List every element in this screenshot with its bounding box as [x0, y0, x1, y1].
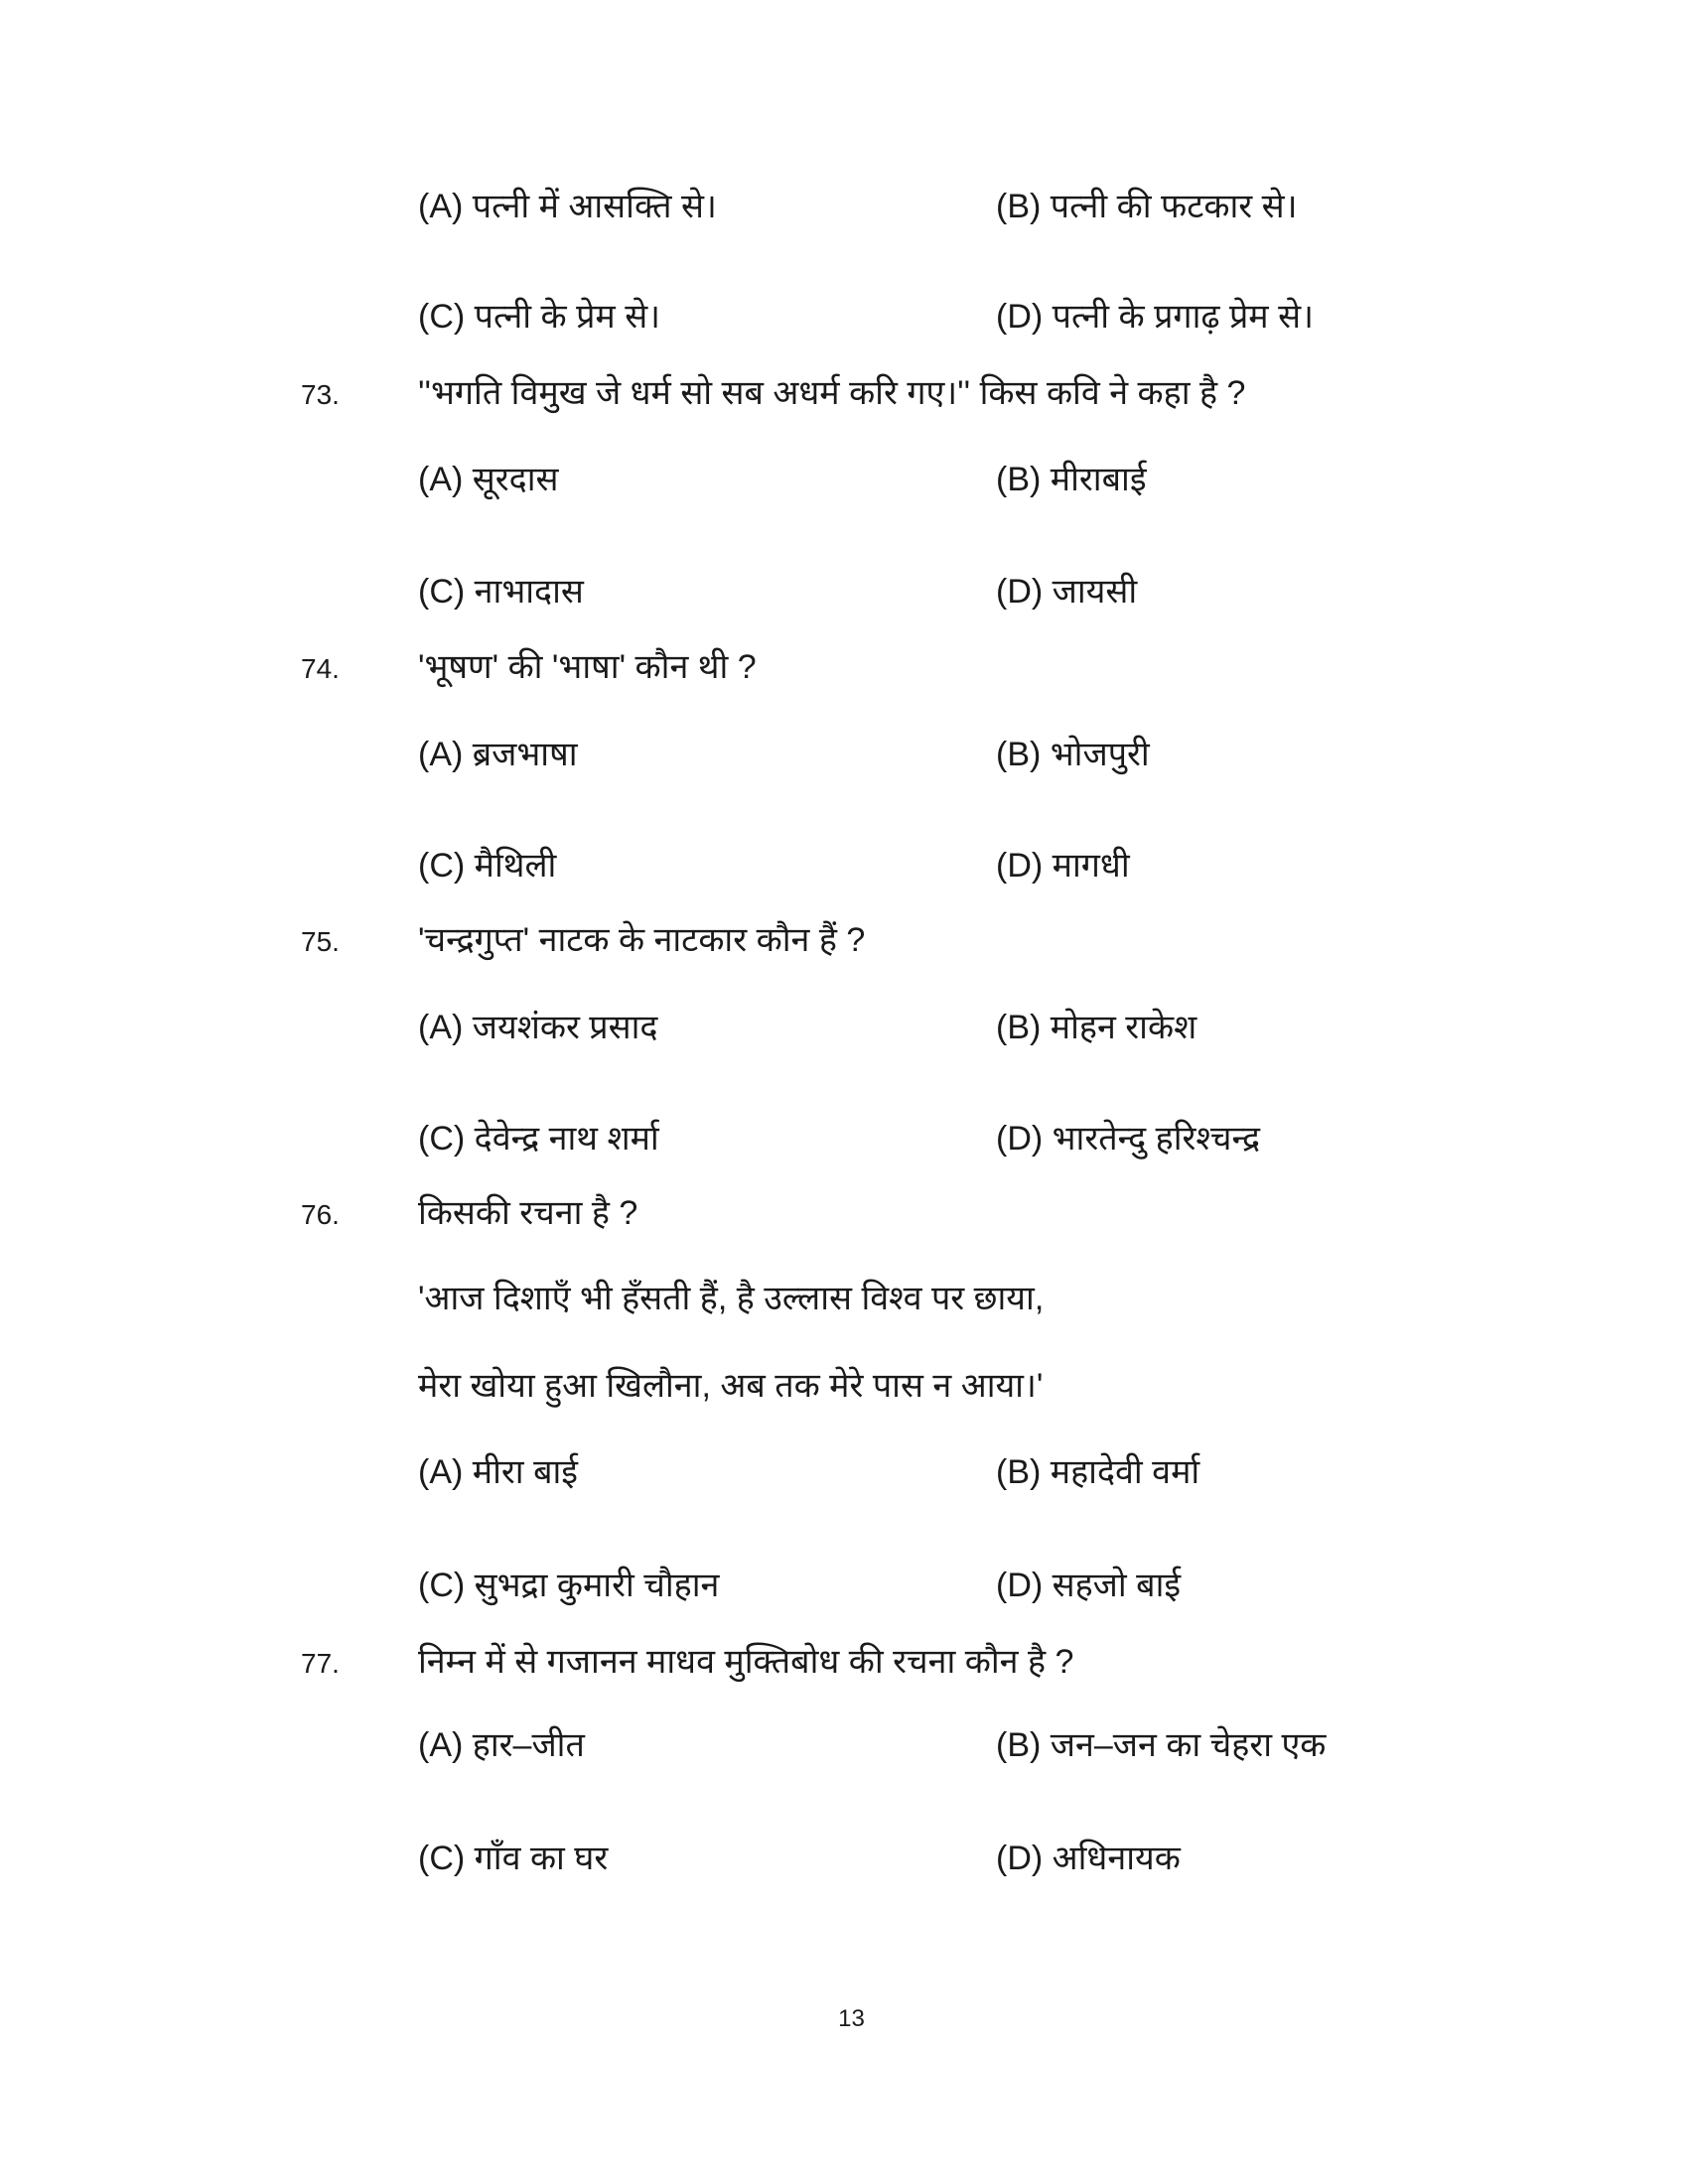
option-a: (A) हार–जीत	[418, 1726, 585, 1764]
question-text: किसकी रचना है ?	[418, 1194, 638, 1232]
option-a: (A) ब्रजभाषा	[418, 736, 578, 773]
option-b: (B) मीराबाई	[996, 461, 1147, 498]
option-c: (C) गाँव का घर	[418, 1840, 609, 1877]
question-number: 77.	[301, 1648, 340, 1679]
question-number: 73.	[301, 379, 340, 410]
question-text: निम्न में से गजानन माधव मुक्तिबोध की रचना कौन है ?	[418, 1643, 1074, 1681]
question-number: 74.	[301, 653, 340, 684]
option-b: (B) भोजपुरी	[996, 736, 1150, 773]
question-text: 'चन्द्रगुप्त' नाटक के नाटकार कौन हैं ?	[418, 921, 866, 959]
option-d: (D) मागधी	[996, 847, 1130, 885]
option-d: (D) सहजो बाई	[996, 1567, 1182, 1604]
page-number: 13	[838, 2005, 865, 2032]
quote-line-2: मेरा खोया हुआ खिलौना, अब तक मेरे पास न आया।'	[418, 1367, 1044, 1405]
option-a: (A) मीरा बाई	[418, 1453, 578, 1491]
option-a: (A) सूरदास	[418, 461, 559, 498]
option-c: (C) देवेन्द्र नाथ शर्मा	[418, 1120, 659, 1158]
option-c: (C) सुभद्रा कुमारी चौहान	[418, 1567, 720, 1604]
option-d: (D) अधिनायक	[996, 1840, 1181, 1877]
option-b: (B) जन–जन का चेहरा एक	[996, 1726, 1327, 1764]
option-c: (C) पत्नी के प्रेम से।	[418, 298, 661, 336]
option-d: (D) भारतेन्दु हरिश्चन्द्र	[996, 1120, 1261, 1158]
option-a: (A) जयशंकर प्रसाद	[418, 1009, 658, 1046]
option-b: (B) महादेवी वर्मा	[996, 1453, 1200, 1491]
option-d: (D) जायसी	[996, 573, 1138, 611]
question-text: ''भगति विमुख जे धर्म सो सब अधर्म करि गए।'' किस कवि ने कहा है ?	[418, 374, 1246, 412]
option-a: (A) पत्नी में आसक्ति से।	[418, 188, 717, 225]
question-text: 'भूषण' की 'भाषा' कौन थी ?	[418, 648, 757, 686]
option-c: (C) मैथिली	[418, 847, 557, 885]
option-b: (B) पत्नी की फटकार से।	[996, 188, 1298, 225]
question-number: 75.	[301, 926, 340, 957]
option-c: (C) नाभादास	[418, 573, 584, 611]
option-b: (B) मोहन राकेश	[996, 1009, 1197, 1046]
option-d: (D) पत्नी के प्रगाढ़ प्रेम से।	[996, 298, 1314, 336]
question-number: 76.	[301, 1199, 340, 1230]
quote-line-1: 'आज दिशाएँ भी हँसती हैं, है उल्लास विश्व पर छाया,	[418, 1280, 1045, 1317]
